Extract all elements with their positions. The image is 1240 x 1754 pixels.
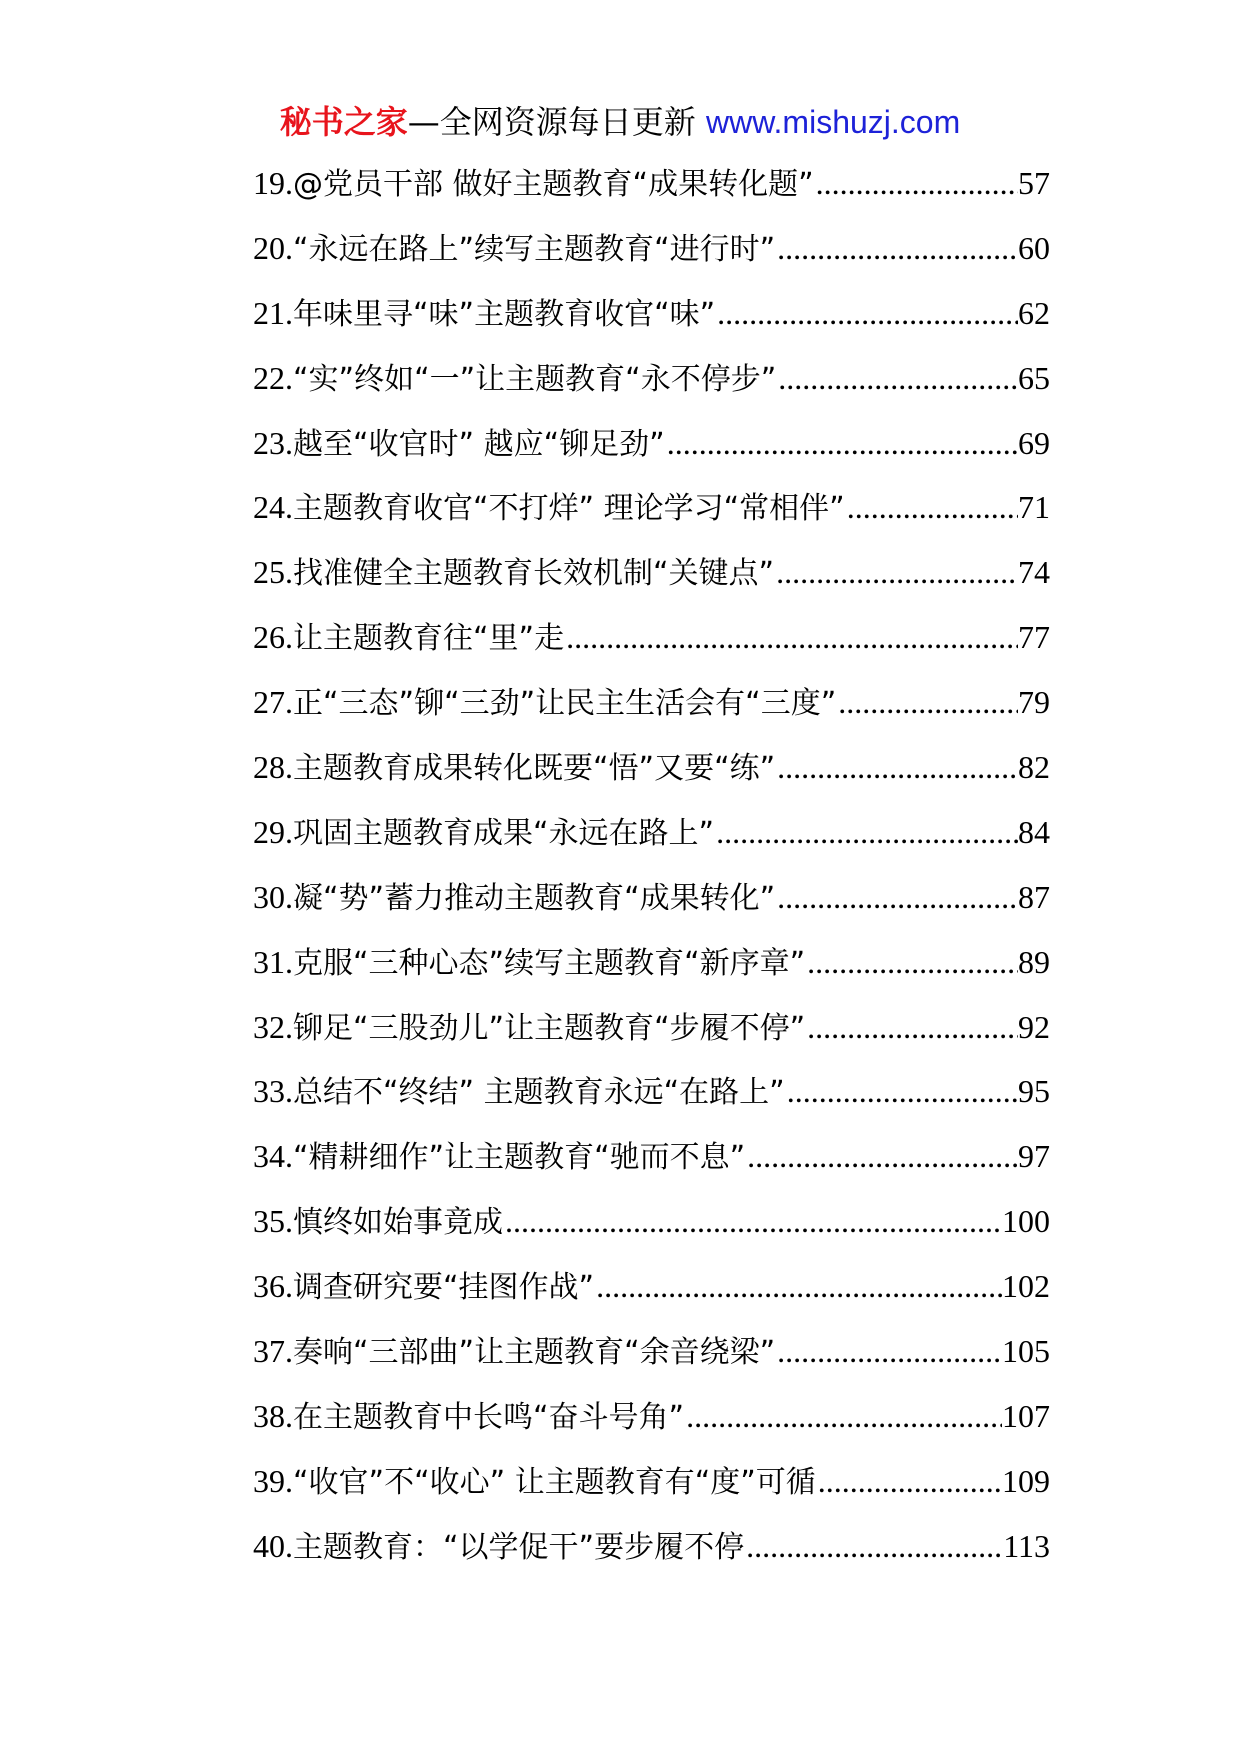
toc-entry[interactable] xyxy=(253,1266,1050,1331)
toc-leader-dots xyxy=(807,942,1018,982)
toc-entry[interactable] xyxy=(253,552,1050,617)
toc-entry[interactable] xyxy=(253,1461,1050,1526)
toc-entry-number: 24. xyxy=(253,489,293,526)
toc-entry-title: 正“三态”铆“三劲”让民主生活会有“三度” xyxy=(293,686,837,722)
toc-entry[interactable] xyxy=(253,1526,1050,1591)
toc-entry[interactable] xyxy=(253,423,1050,488)
toc-entry-page: 89 xyxy=(1018,943,1050,980)
toc-leader-dots xyxy=(777,877,1018,917)
toc-entry[interactable] xyxy=(253,747,1050,812)
toc-leader-dots xyxy=(847,487,1018,527)
toc-leader-dots xyxy=(746,1526,1003,1566)
toc-entry-page: 109 xyxy=(1002,1462,1050,1499)
toc-entry-title: 越至“收官时” 越应“铆足劲” xyxy=(293,426,665,462)
page-header xyxy=(0,100,1240,144)
toc-entry-number: 32. xyxy=(253,1008,293,1045)
toc-entry[interactable] xyxy=(253,228,1050,293)
toc-entry-page: 71 xyxy=(1018,489,1050,526)
toc-entry-title: 主题教育成果转化既要“悟”又要“练” xyxy=(293,751,776,787)
toc-entry-page: 107 xyxy=(1002,1397,1050,1434)
toc-entry[interactable] xyxy=(253,682,1050,747)
toc-entry[interactable] xyxy=(253,942,1050,1007)
toc-entry-title: 主题教育：“以学促干”要步履不停 xyxy=(293,1529,745,1565)
toc-entry-title: “实”终如“一”让主题教育“永不停步” xyxy=(293,361,777,397)
toc-entry-number: 29. xyxy=(253,813,293,850)
toc-entry-number: 23. xyxy=(253,424,293,461)
toc-entry-page: 79 xyxy=(1018,684,1050,721)
toc-leader-dots xyxy=(816,163,1018,203)
toc-entry-number: 38. xyxy=(253,1397,293,1434)
toc-entry-number: 22. xyxy=(253,359,293,396)
table-of-contents xyxy=(253,163,1050,1591)
toc-entry-page: 82 xyxy=(1018,749,1050,786)
toc-entry-page: 113 xyxy=(1003,1527,1050,1564)
toc-entry-page: 97 xyxy=(1018,1138,1050,1175)
toc-entry[interactable] xyxy=(253,812,1050,877)
toc-entry[interactable] xyxy=(253,1201,1050,1266)
toc-entry-title: 找准健全主题教育长效机制“关键点” xyxy=(293,556,775,592)
toc-entry-title: “精耕细作”让主题教育“驰而不息” xyxy=(293,1140,746,1176)
toc-entry-number: 21. xyxy=(253,294,293,331)
toc-entry-number: 40. xyxy=(253,1527,293,1564)
toc-entry-page: 62 xyxy=(1018,294,1050,331)
header-slogan: —全网资源每日更新 xyxy=(407,103,696,141)
toc-entry-title: 铆足“三股劲儿”让主题教育“步履不停” xyxy=(293,1010,806,1046)
toc-entry[interactable] xyxy=(253,1136,1050,1201)
toc-entry-number: 28. xyxy=(253,749,293,786)
toc-leader-dots xyxy=(747,1136,1018,1176)
toc-leader-dots xyxy=(596,1266,1002,1306)
toc-leader-dots xyxy=(807,1007,1018,1047)
toc-entry-number: 35. xyxy=(253,1203,293,1240)
toc-leader-dots xyxy=(777,747,1018,787)
toc-entry-number: 33. xyxy=(253,1073,293,1110)
toc-entry-number: 27. xyxy=(253,684,293,721)
toc-entry-title: 巩固主题教育成果“永远在路上” xyxy=(293,815,715,851)
toc-entry-number: 36. xyxy=(253,1268,293,1305)
toc-entry-page: 69 xyxy=(1018,424,1050,461)
toc-entry-page: 95 xyxy=(1018,1073,1050,1110)
toc-entry[interactable] xyxy=(253,293,1050,358)
toc-entry-number: 34. xyxy=(253,1138,293,1175)
toc-leader-dots xyxy=(776,552,1018,592)
toc-entry-title: 慎终如始事竟成 xyxy=(293,1205,503,1241)
toc-leader-dots xyxy=(566,617,1018,657)
toc-entry[interactable] xyxy=(253,877,1050,942)
toc-entry-title: 让主题教育往“里”走 xyxy=(293,621,565,657)
toc-entry-title: 年味里寻“味”主题教育收官“味” xyxy=(293,296,716,332)
toc-entry[interactable] xyxy=(253,1331,1050,1396)
site-link[interactable]: www.mishuzj.com xyxy=(705,104,961,140)
toc-entry-number: 39. xyxy=(253,1462,293,1499)
toc-leader-dots xyxy=(777,1331,1002,1371)
toc-entry-page: 57 xyxy=(1018,165,1050,201)
toc-leader-dots xyxy=(686,1396,1002,1436)
toc-entry-number: 31. xyxy=(253,943,293,980)
toc-leader-dots xyxy=(787,1071,1018,1111)
toc-leader-dots xyxy=(667,423,1018,463)
toc-entry-number: 19. xyxy=(253,165,293,201)
toc-entry-page: 87 xyxy=(1018,878,1050,915)
toc-entry[interactable] xyxy=(253,1007,1050,1072)
toc-entry-title: 凝“势”蓄力推动主题教育“成果转化” xyxy=(293,880,776,916)
toc-entry-number: 30. xyxy=(253,878,293,915)
toc-entry-number: 20. xyxy=(253,229,293,266)
toc-entry-title: 奏响“三部曲”让主题教育“余音绕梁” xyxy=(293,1335,776,1371)
toc-entry[interactable] xyxy=(253,358,1050,423)
toc-entry[interactable] xyxy=(253,487,1050,552)
toc-entry-page: 74 xyxy=(1018,554,1050,591)
toc-entry-title: 在主题教育中长鸣“奋斗号角” xyxy=(293,1399,685,1435)
toc-leader-dots xyxy=(505,1201,1002,1241)
toc-entry[interactable] xyxy=(253,617,1050,682)
toc-entry-page: 84 xyxy=(1018,813,1050,850)
toc-leader-dots xyxy=(778,358,1018,398)
toc-leader-dots xyxy=(716,812,1018,852)
toc-entry-page: 105 xyxy=(1002,1333,1050,1370)
toc-entry[interactable] xyxy=(253,1396,1050,1461)
toc-entry-page: 92 xyxy=(1018,1008,1050,1045)
toc-entry-page: 102 xyxy=(1002,1268,1050,1305)
toc-leader-dots xyxy=(838,682,1018,722)
toc-entry-page: 60 xyxy=(1018,229,1050,266)
toc-entry-number: 25. xyxy=(253,554,293,591)
toc-entry-number: 26. xyxy=(253,619,293,656)
toc-entry-number: 37. xyxy=(253,1333,293,1370)
toc-entry[interactable] xyxy=(253,163,1050,228)
brand-name: 秘书之家 xyxy=(279,103,408,141)
toc-entry-title: 调查研究要“挂图作战” xyxy=(293,1270,595,1306)
toc-entry-title: 总结不“终结” 主题教育永远“在路上” xyxy=(293,1075,785,1111)
toc-entry-page: 77 xyxy=(1018,619,1050,656)
toc-entry-title: 主题教育收官“不打烊” 理论学习“常相伴” xyxy=(293,491,845,527)
toc-entry-title: “收官”不“收心” 让主题教育有“度”可循 xyxy=(293,1464,816,1500)
toc-entry-title: “永远在路上”续写主题教育“进行时” xyxy=(293,231,776,267)
toc-leader-dots xyxy=(717,293,1018,333)
toc-entry-title: 克服“三种心态”续写主题教育“新序章” xyxy=(293,945,806,981)
toc-leader-dots xyxy=(818,1461,1002,1501)
toc-leader-dots xyxy=(777,228,1018,268)
toc-entry[interactable] xyxy=(253,1071,1050,1136)
toc-entry-title: @党员干部 做好主题教育“成果转化题” xyxy=(293,167,814,202)
toc-entry-page: 65 xyxy=(1018,359,1050,396)
toc-entry-page: 100 xyxy=(1002,1203,1050,1240)
